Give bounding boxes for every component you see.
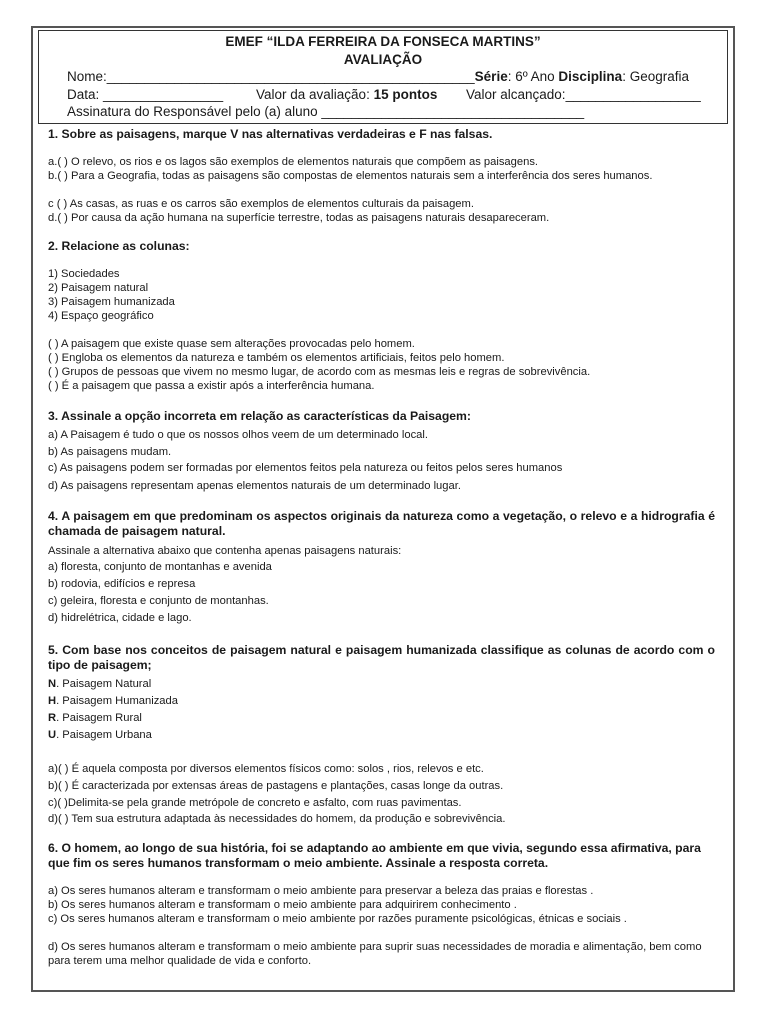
- question-3: 3. Assinale a opção incorreta em relação as características da Paisagem:: [48, 409, 471, 423]
- q6-option-c: c) Os seres humanos alteram e transformam o meio ambiente por razões puramente psicológicas, étnicas e sociais .: [48, 913, 627, 925]
- q5-legend-h: H. Paisagem Humanizada: [48, 695, 178, 707]
- q4-instruction: Assinale a alternativa abaixo que contenha apenas paisagens naturais:: [48, 545, 402, 557]
- question-4: 4. A paisagem em que predominam os aspectos originais da natureza como a vegetação, o relevo e a hidrografia é chamada de paisagem natural.: [48, 509, 715, 538]
- date-line: ________________: [99, 87, 224, 102]
- q3-option-d: d) As paisagens representam apenas elementos naturais de um determinado lugar.: [48, 480, 461, 492]
- q3-option-a: a) A Paisagem é tudo o que os nossos olhos veem de um determinado local.: [48, 429, 428, 441]
- q2-column-2: 2) Paisagem natural: [48, 282, 149, 294]
- q2-column-3: 3) Paisagem humanizada: [48, 296, 175, 308]
- name-line: _________________________________________________: [106, 69, 475, 84]
- q1-option-c: c ( ) As casas, as ruas e os carros são exemplos de elementos culturais da paisagem.: [48, 198, 474, 210]
- question-2: 2. Relacione as colunas:: [48, 239, 190, 253]
- exam-value-label: Valor da avaliação:: [256, 87, 374, 102]
- q6-option-d: d) Os seres humanos alteram e transformam o meio ambiente para suprir suas necessidades de moradia e alimentação, bem como para terem uma melhor qualidade de vida e conforto.: [48, 941, 702, 967]
- disciplina-label: Disciplina: [558, 69, 623, 84]
- signature-field[interactable]: [67, 104, 584, 119]
- q5-item-c: c)( )Delimita-se pela grande metrópole de concreto e asfalto, com ruas pavimentas.: [48, 797, 462, 809]
- date-label: Data:: [67, 87, 100, 102]
- q4-option-c: c) geleira, floresta e conjunto de montanhas.: [48, 595, 269, 607]
- exam-title: AVALIAÇÃO: [343, 52, 423, 67]
- disciplina-value: : Geografia: [622, 69, 689, 84]
- question-6: 6. O homem, ao longo de sua história, foi se adaptando ao ambiente em que vivia, segundo essa afirmativa, para que fim os seres humanos transformam o meio ambiente. Assinale a resposta correta.: [48, 841, 701, 870]
- achieved-value-label: Valor alcançado:: [466, 87, 566, 102]
- achieved-value-line: __________________: [565, 87, 701, 102]
- q5-legend-u: U. Paisagem Urbana: [48, 729, 152, 741]
- serie-value: : 6º Ano: [507, 69, 559, 84]
- q2-item-4: ( ) É a paisagem que passa a existir após a interferência humana.: [48, 380, 375, 392]
- q3-option-b: b) As paisagens mudam.: [48, 446, 172, 458]
- exam-value-points: 15 pontos: [373, 87, 438, 102]
- q6-option-b: b) Os seres humanos alteram e transformam o meio ambiente para adquirirem conhecimento .: [48, 899, 517, 911]
- question-1: 1. Sobre as paisagens, marque V nas alternativas verdadeiras e F nas falsas.: [48, 127, 493, 141]
- q2-item-2: ( ) Engloba os elementos da natureza e também os elementos artificiais, feitos pelo homem.: [48, 352, 505, 364]
- q5-item-b: b)( ) É caracterizada por extensas áreas de pastagens e plantações, casas longe da outras.: [48, 780, 504, 792]
- q1-option-b: b.( ) Para a Geografia, todas as paisagens são compostas de elementos naturais sem a interferência dos seres humanos.: [48, 170, 653, 182]
- q5-legend-n-letter: N: [48, 678, 57, 690]
- date-field[interactable]: [67, 87, 223, 102]
- q2-item-3: ( ) Grupos de pessoas que vivem no mesmo lugar, de acordo com as mesmas leis e regras de sobrevivência.: [48, 366, 591, 378]
- name-field[interactable]: [67, 69, 689, 84]
- q1-option-a: a.( ) O relevo, os rios e os lagos são exemplos de elementos naturais que compõem as paisagens.: [48, 156, 539, 168]
- exam-value: [256, 87, 437, 102]
- q5-legend-r-letter: R: [48, 712, 57, 724]
- signature-line: ___________________________________: [317, 104, 585, 119]
- q2-column-1: 1) Sociedades: [48, 268, 120, 280]
- question-5: 5. Com base nos conceitos de paisagem natural e paisagem humanizada classifique as colunas de acordo com o tipo de paisagem;: [48, 643, 715, 672]
- q5-legend-n: N. Paisagem Natural: [48, 678, 152, 690]
- achieved-value-field[interactable]: [466, 87, 701, 102]
- q2-column-4: 4) Espaço geográfico: [48, 310, 154, 322]
- name-label: Nome:: [67, 69, 107, 84]
- q4-option-b: b) rodovia, edifícios e represa: [48, 578, 196, 590]
- q3-option-c: c) As paisagens podem ser formadas por elementos feitos pela natureza ou feitos pelos seres humanos: [48, 462, 563, 474]
- signature-label: Assinatura do Responsável pelo (a) aluno: [67, 104, 318, 119]
- q1-option-d: d.( ) Por causa da ação humana na superfície terrestre, todas as paisagens naturais desapareceram.: [48, 212, 550, 224]
- serie-label: Série: [474, 69, 508, 84]
- q2-item-1: ( ) A paisagem que existe quase sem alterações provocadas pelo homem.: [48, 338, 415, 350]
- exam-header: [38, 30, 728, 124]
- q6-option-a: a) Os seres humanos alteram e transformam o meio ambiente para preservar a beleza das praias e florestas .: [48, 885, 594, 897]
- q5-item-d: d)( ) Tem sua estrutura adaptada às necessidades do homem, da produção e sobrevivência.: [48, 813, 506, 825]
- q5-legend-h-letter: H: [48, 695, 57, 707]
- q5-legend-r: R. Paisagem Rural: [48, 712, 142, 724]
- q4-option-d: d) hidrelétrica, cidade e lago.: [48, 612, 192, 624]
- school-name: EMEF “ILDA FERREIRA DA FONSECA MARTINS”: [225, 34, 541, 49]
- q5-legend-u-letter: U: [48, 729, 57, 741]
- q5-item-a: a)( ) É aquela composta por diversos elementos físicos como: solos , rios, relevos e etc.: [48, 763, 484, 775]
- q4-option-a: a) floresta, conjunto de montanhas e avenida: [48, 561, 272, 573]
